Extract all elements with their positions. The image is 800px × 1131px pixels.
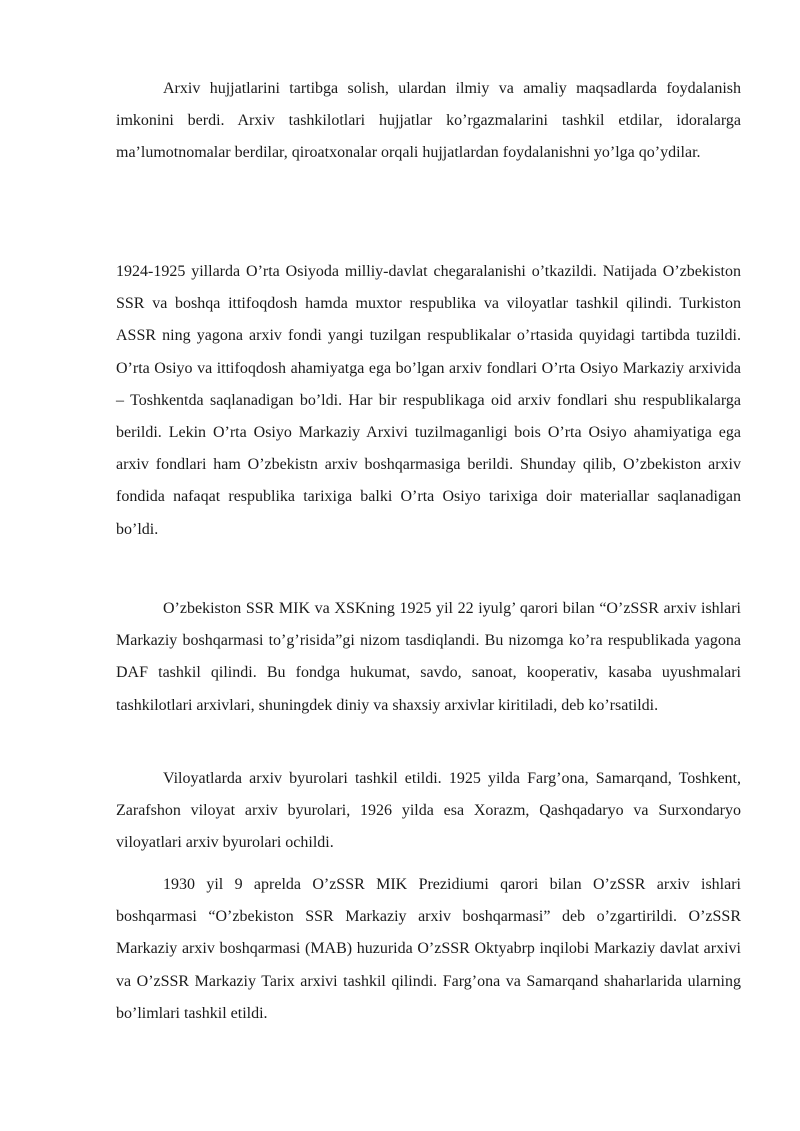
paragraph-border-delimitation: 1924-1925 yillarda O’rta Osiyoda milliy-davlat chegaralanishi o’tkazildi. Natijada O’zbekiston SSR va boshqa ittifoqdosh hamda muxtor respublika va viloyatlar tashkil qilindi. Turkiston ASSR ning yagona arxiv fondi yangi tuzilgan respublikalar o’rtasida quyidagi tartibda tuzildi. O’rta Osiyo va ittifoqdosh ahamiyatga ega bo’lgan arxiv fondlari O’rta Osiyo Markaziy arxivida – Toshkentda saqlanadigan bo’ldi. Har bir respublikaga oid arxiv fondlari shu respublikalarga berildi. Lekin O’rta Osiyo Markaziy Arxivi tuzilmaganligi bois O’rta Osiyo ahamiyatiga ega arxiv fondlari ham O’zbekistn arxiv boshqarmasiga berildi. Shunday qilib, O’zbekiston arxiv fondida nafaqat respublika tarixiga balki O’rta Osiyo tarixiga doir materiallar saqlanadigan bo’ldi. bbox=[116, 263, 741, 538]
paragraph-1930-reorganization: 1930 yil 9 aprelda O’zSSR MIK Prezidiumi qarori bilan O’zSSR arxiv ishlari boshqarmasi “O’zbekiston SSR Markaziy arxiv boshqarmasi” deb o’zgartirildi. O’zSSR Markaziy arxiv boshqarmasi (MAB) huzurida O’zSSR Oktyabrp inqilobi Markaziy davlat arxivi va O’zSSR Markaziy Tarix arxivi tashkil qilindi. Farg’ona va Samarqand shaharlarida ularning bo’limlari tashkil etildi. bbox=[116, 876, 741, 1022]
paragraph-1925-decree: O’zbekiston SSR MIK va XSKning 1925 yil 22 iyulg’ qarori bilan “O’zSSR arxiv ishlari Markaziy boshqarmasi to’g’risida”gi nizom tasdiqlandi. Bu nizomga ko’ra respublikada yagona DAF tashkil qilindi. Bu fondga hukumat, savdo, sanoat, kooperativ, kasaba uyushmalari tashkilotlari arxivlari, shuningdek diniy va shaxsiy arxivlar kiritiladi, deb ko’rsatildi. bbox=[116, 600, 741, 714]
paragraph-regional-bureaus: Viloyatlarda arxiv byurolari tashkil etildi. 1925 yilda Farg’ona, Samarqand, Toshkent, Zarafshon viloyat arxiv byurolari, 1926 yilda esa Xorazm, Qashqadaryo va Surxondaryo viloyatlari arxiv byurolari ochildi. bbox=[116, 770, 741, 852]
paragraph-archive-usage: Arxiv hujjatlarini tartibga solish, ulardan ilmiy va amaliy maqsadlarda foydalanish imkonini berdi. Arxiv tashkilotlari hujjatlar ko’rgazmalarini tashkil etdilar, idoralarga ma’lumotnomalar berdilar, qiroatxonalar orqali hujjatlardan foydalanishni yo’lga qo’ydilar. bbox=[116, 80, 741, 162]
